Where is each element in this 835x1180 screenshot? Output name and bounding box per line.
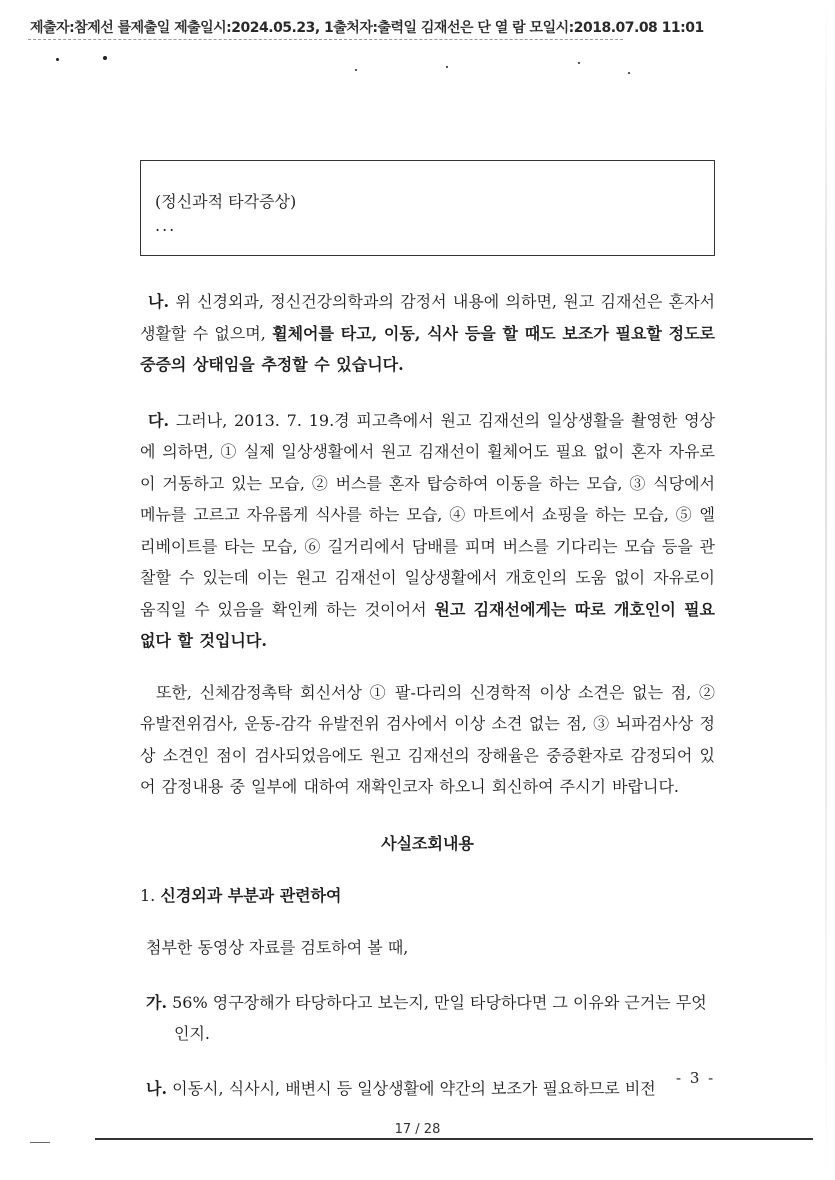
sub-item-ga — [146, 987, 715, 1049]
page-number: - 3 - — [676, 1069, 716, 1087]
scan-speck — [578, 62, 580, 64]
paragraph-text: 위 신경외과, 정신건강의학과의 감정서 내용에 의하면, 원고 김재선은 혼자서 생활할 수 없으며, — [140, 292, 715, 343]
scan-edge — [825, 0, 827, 1180]
submission-stamp: 제출자:참제선 를제출일 제출일시:2024.05.23, 1출처자:출력일 김재선은 단 열 람 모일시:2018.07.08 11:01 — [30, 20, 704, 36]
paragraph-emphasis: 원고 김재선에게는 따로 개호인이 필요 없다 할 것입니다. — [140, 599, 716, 650]
sub-item-text: 이동시, 식사시, 배변시 등 일상생활에 약간의 보조가 필요하므로 비전 — [167, 1078, 656, 1098]
section-title: 사실조회내용 — [381, 833, 474, 853]
scan-speck — [355, 69, 357, 71]
quoted-heading: (정신과적 타각증상) — [155, 192, 297, 211]
quoted-ellipsis: ... — [155, 216, 177, 235]
header-divider — [28, 39, 623, 40]
paragraph-marker: 나. — [148, 292, 170, 311]
footer-divider — [95, 1138, 813, 1140]
sub-item-text: 56% 영구장해가 타당하다고 보는지, 만일 타당하다면 그 이유와 근거는 무엇인지. — [167, 992, 707, 1043]
paragraph-na — [140, 286, 715, 381]
scan-speck — [56, 58, 59, 61]
scan-speck — [628, 72, 630, 74]
footer-page-counter: 17 / 28 — [394, 1122, 441, 1137]
paragraph-text: 그러나, 2013. 7. 19.경 피고측에서 원고 김재선의 일상생활을 촬영한 영상에 의하면, ① 실제 일상생활에서 원고 김재선이 휠체어도 필요 없이 혼자 자유로이 거동하고 있는 모습, ② 버스를 혼자 탑승하여 이동을 하는 모습, ③ 식당에서 메뉴를 고르고 자유롭게 식사를 하는 모습, ④ 마트에서 쇼핑을 하는 모습, ⑤ 엘리베이트를 타는 모습, ⑥ 길거리에서 담배를 피며 버스를 기다리는 모습 등을 관찰할 수 있는데 이는 원고 김재선이 일상생활에서 개호인의 도움 없이 자유로이 움직일 수 있음을 확인케 하는 것이어서 — [140, 410, 715, 619]
document-body — [140, 160, 715, 1104]
item-title: 신경외과 부분과 관련하여 — [160, 885, 342, 905]
scan-speck — [446, 66, 448, 68]
paragraph-marker: 다. — [148, 410, 170, 430]
sub-item-marker: 나. — [146, 1078, 168, 1098]
sub-item-na — [146, 1073, 715, 1104]
paragraph-text: 또한, 신체감정촉탁 회신서상 ① 팔-다리의 신경학적 이상 소견은 없는 점, ② 유발전위검사, 운동-감각 유발전위 검사에서 이상 소견 없는 점, ③ 뇌파검사상 정상 소견인 점이 검사되었음에도 원고 김재선의 장해율은 중증환자로 감정되어 있어 감정내용 중 일부에 대하여 재확인코자 하오니 회신하여 주시기 바랍니다. — [140, 682, 715, 796]
paragraph-da — [140, 405, 715, 657]
scan-speck — [103, 56, 107, 60]
lead-sentence: 첨부한 동영상 자료를 검토하여 볼 때, — [146, 937, 409, 957]
sub-item-marker: 가. — [146, 992, 168, 1012]
paragraph-also — [140, 677, 715, 803]
footer-mark — [30, 1142, 50, 1143]
item-heading — [140, 881, 715, 911]
paragraph-emphasis: 휠체어를 타고, 이동, 식사 등을 할 때도 보조가 필요할 정도로 중증의 상태임을 추정할 수 있습니다. — [140, 323, 716, 374]
quoted-excerpt-box — [140, 160, 715, 256]
item-number: 1. — [140, 885, 156, 905]
